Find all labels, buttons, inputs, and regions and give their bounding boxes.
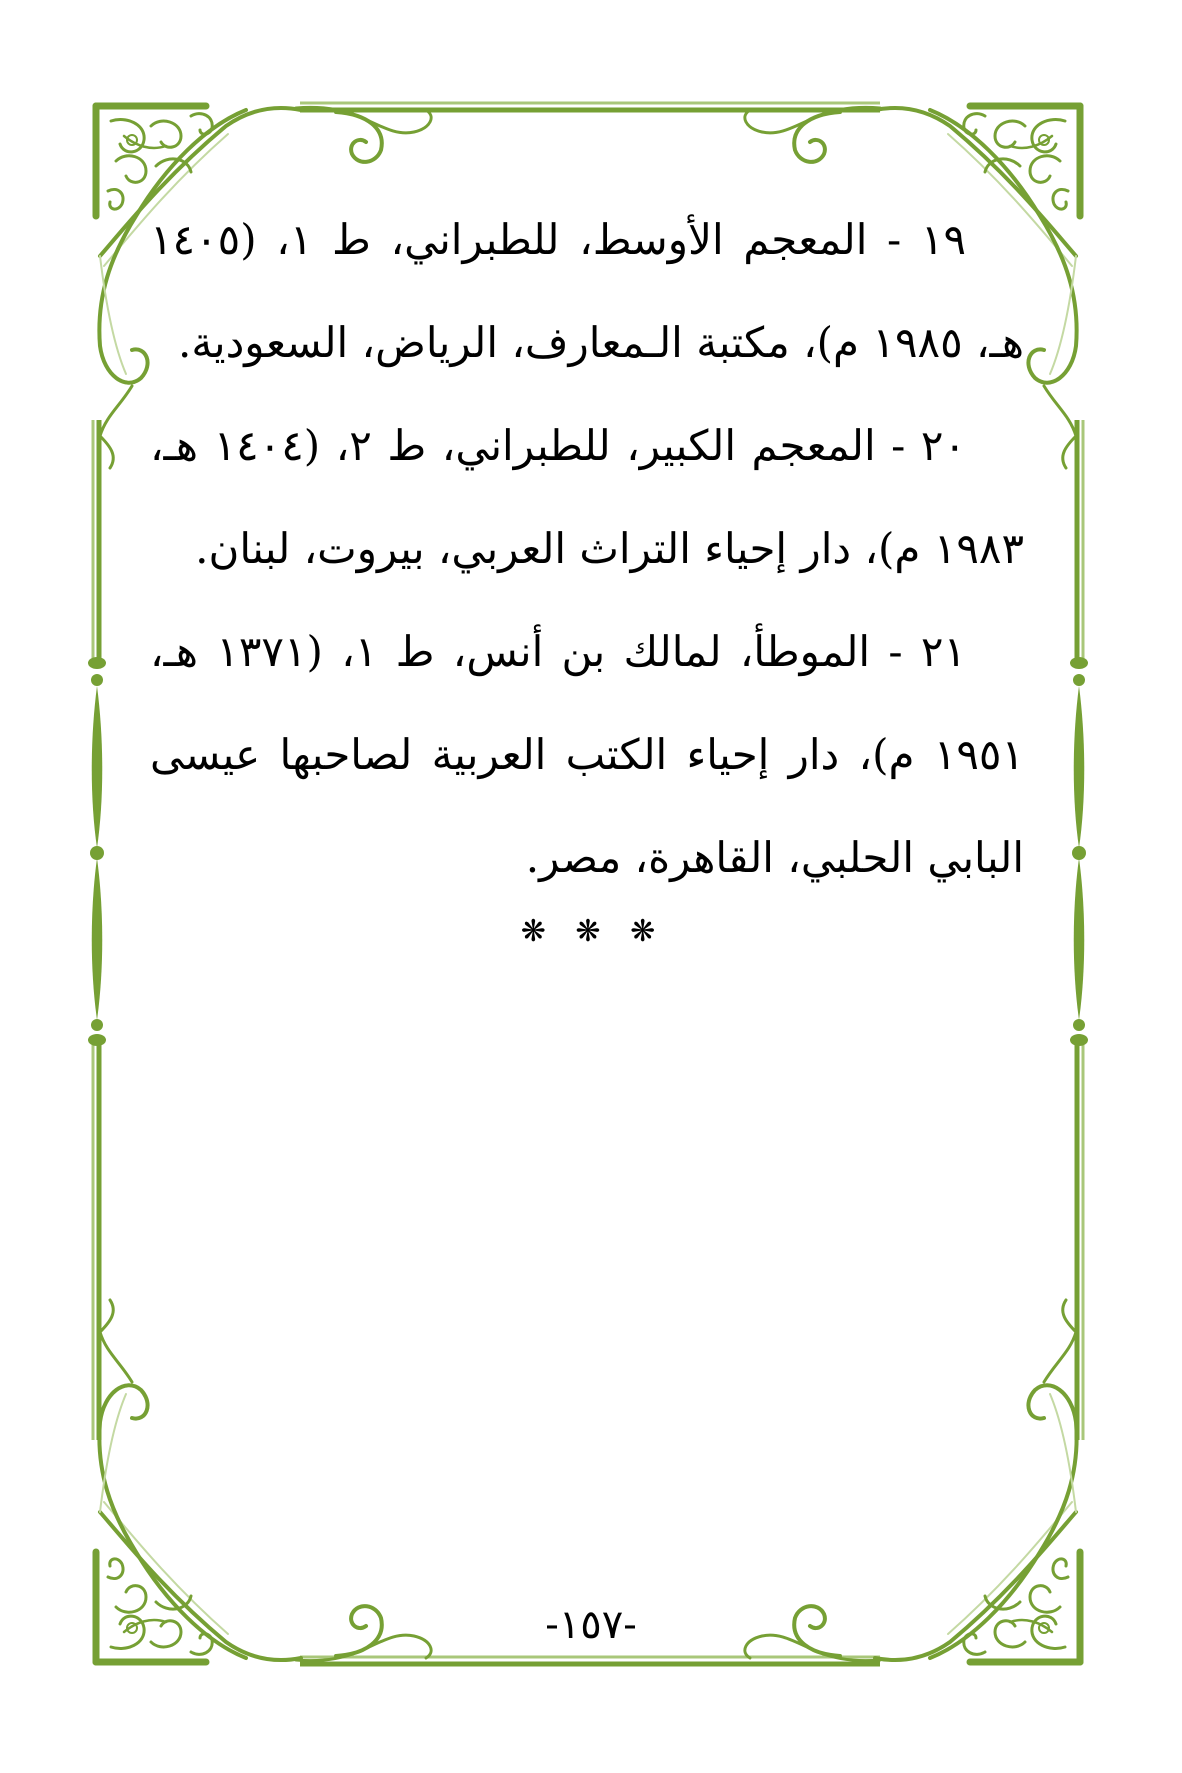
bibliography-entry-21: ٢١ - الموطأ، لمالك بن أنس، ط ١، (١٣٧١ هـ، ١٩٥١ م)، دار إحياء الكتب العربية لصاحبها عيسى البابي الحلبي، القاهرة، مصر. bbox=[150, 627, 1024, 882]
flower-asterisk-icon: ❋ bbox=[575, 914, 607, 949]
flower-asterisk-icon: ❋ bbox=[520, 914, 552, 949]
bibliography-entry-19: ١٩ - المعجم الأوسط، للطبراني، ط ١، (١٤٠٥ هـ، ١٩٨٥ م)، مكتبة الـمعارف، الرياض، السعودية. bbox=[150, 215, 1024, 367]
bibliography-entry-20: ٢٠ - المعجم الكبير، للطبراني، ط ٢، (١٤٠٤ هـ، ١٩٨٣ م)، دار إحياء التراث العربي، بيروت، لبنان. bbox=[150, 421, 1024, 573]
flower-asterisk-icon: ❋ bbox=[630, 914, 662, 949]
bibliography-list bbox=[150, 188, 1024, 909]
left-lozenge-ornament bbox=[84, 657, 108, 1046]
right-lozenge-ornament bbox=[1068, 657, 1092, 1046]
page-number: -١٥٧- bbox=[545, 1602, 637, 1648]
frame-top-edge bbox=[300, 103, 880, 110]
frame-bottom-edge bbox=[300, 1657, 880, 1664]
section-separator bbox=[0, 912, 1182, 952]
